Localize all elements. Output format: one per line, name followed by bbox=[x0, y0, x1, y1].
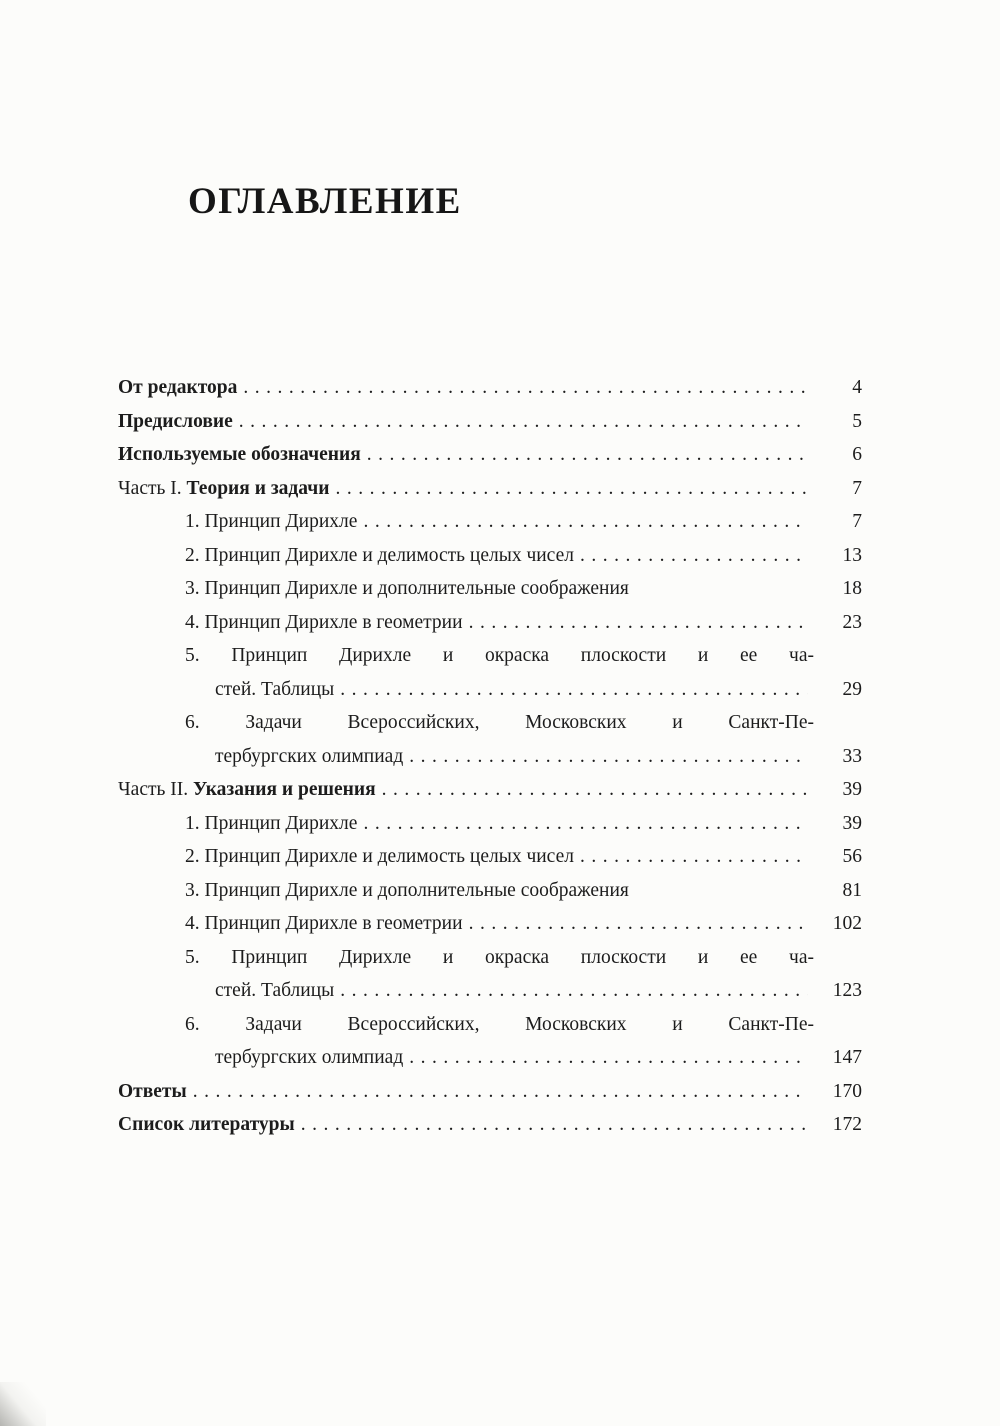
page-number: 123 bbox=[832, 980, 862, 1001]
toc-line bbox=[118, 606, 862, 640]
toc-entry-title: 6. Задачи Всероссийских, Московских и Санкт-Пе- bbox=[185, 712, 814, 733]
toc-entry-text bbox=[185, 706, 814, 740]
dot-leader bbox=[409, 1041, 808, 1075]
toc-line bbox=[118, 740, 862, 774]
page-number: 18 bbox=[842, 578, 862, 599]
toc-line bbox=[118, 874, 862, 908]
page-number: 81 bbox=[842, 879, 862, 901]
page-number: 7 bbox=[852, 511, 862, 532]
toc-entry-text bbox=[185, 572, 629, 606]
toc-line bbox=[118, 539, 862, 573]
toc-line bbox=[118, 639, 862, 673]
toc-entry-title-bold: От редактора bbox=[118, 377, 238, 398]
dot-leader bbox=[340, 673, 808, 707]
page-number: 4 bbox=[852, 377, 862, 398]
toc-entry-title: 3. Принцип Дирихле и дополнительные соображения bbox=[185, 879, 629, 901]
toc-line bbox=[118, 840, 862, 874]
toc-entry-title: Часть I. bbox=[118, 477, 187, 499]
toc-entry-title: 1. Принцип Дирихле bbox=[185, 511, 358, 532]
dot-leader bbox=[409, 740, 808, 774]
dot-leader bbox=[301, 1108, 808, 1142]
page-number: 102 bbox=[832, 913, 862, 934]
page-number: 170 bbox=[832, 1080, 862, 1102]
toc-entry-text bbox=[185, 840, 574, 874]
toc-entry-text bbox=[185, 941, 814, 975]
dot-leader bbox=[580, 539, 808, 573]
toc-entry-title-bold: Ответы bbox=[118, 1080, 187, 1102]
page-number: 13 bbox=[842, 544, 862, 566]
page-number: 172 bbox=[832, 1114, 862, 1135]
dot-leader bbox=[193, 1075, 808, 1109]
toc-entry-text bbox=[185, 606, 463, 640]
scan-shadow bbox=[0, 1382, 46, 1426]
toc-entry-text bbox=[215, 1041, 403, 1075]
toc-line bbox=[118, 1108, 862, 1142]
toc-entry-text bbox=[185, 639, 814, 673]
toc-entry-title: 1. Принцип Дирихле bbox=[185, 812, 358, 834]
toc-line bbox=[118, 371, 862, 405]
toc-line bbox=[118, 505, 862, 539]
toc-line bbox=[118, 472, 862, 506]
dot-leader bbox=[382, 773, 808, 807]
toc-line bbox=[118, 438, 862, 472]
toc-entry-text bbox=[185, 505, 357, 539]
toc-entry-title-bold: Список литературы bbox=[118, 1114, 295, 1135]
toc-line bbox=[118, 807, 862, 841]
toc-entry-title: Часть II. bbox=[118, 779, 194, 800]
dot-leader bbox=[340, 974, 808, 1008]
page-number: 23 bbox=[842, 611, 862, 633]
toc-entry-text bbox=[118, 405, 233, 439]
toc-entry-text bbox=[185, 1008, 814, 1042]
toc-entry-title: 5. Принцип Дирихле и окраска плоскости и ее ча- bbox=[185, 946, 814, 968]
toc-entry-title-bold: Теория и задачи bbox=[186, 477, 330, 499]
toc-entry-title: 4. Принцип Дирихле в геометрии bbox=[185, 913, 463, 934]
toc-entry-text bbox=[118, 1108, 295, 1142]
dot-leader bbox=[469, 606, 808, 640]
toc-entry-text bbox=[185, 907, 463, 941]
dot-leader bbox=[469, 907, 808, 941]
page-number: 29 bbox=[842, 678, 862, 700]
dot-leader bbox=[363, 807, 808, 841]
dot-leader bbox=[580, 840, 808, 874]
toc-line bbox=[118, 907, 862, 941]
toc-line bbox=[118, 405, 862, 439]
page-number: 39 bbox=[842, 779, 862, 800]
toc-line bbox=[118, 1008, 862, 1042]
toc-entry-title: тербургских олимпиад bbox=[215, 1047, 404, 1068]
toc-entry-title: 3. Принцип Дирихле и дополнительные соображения bbox=[185, 578, 629, 599]
toc-entry-title-bold: Используемые обозначения bbox=[118, 444, 361, 465]
dot-leader bbox=[243, 371, 808, 405]
page-number: 39 bbox=[842, 812, 862, 834]
toc-line bbox=[118, 941, 862, 975]
toc-entry-text bbox=[118, 1075, 187, 1109]
toc-entry-text bbox=[118, 773, 376, 807]
toc-entry-title: 2. Принцип Дирихле и делимость целых чисел bbox=[185, 846, 574, 867]
page-title: ОГЛАВЛЕНИЕ bbox=[188, 181, 462, 222]
toc-entry-text bbox=[118, 472, 329, 506]
toc-entry-text bbox=[215, 974, 334, 1008]
toc-entry-title-bold: Предисловие bbox=[118, 410, 233, 432]
page-number: 33 bbox=[842, 745, 862, 767]
toc-entry-text bbox=[185, 539, 574, 573]
page-number: 7 bbox=[852, 477, 862, 499]
toc-entry-title: стей. Таблицы bbox=[215, 678, 335, 700]
toc-line bbox=[118, 1041, 862, 1075]
toc-entry-title-bold: Указания и решения bbox=[193, 779, 376, 800]
toc-line bbox=[118, 974, 862, 1008]
toc-entry-text bbox=[215, 673, 334, 707]
table-of-contents bbox=[118, 371, 862, 1142]
page-number: 5 bbox=[852, 410, 862, 432]
toc-entry-title: 5. Принцип Дирихле и окраска плоскости и ее ча- bbox=[185, 645, 814, 666]
toc-entry-text bbox=[215, 740, 403, 774]
dot-leader bbox=[335, 472, 808, 506]
toc-entry-title: 6. Задачи Всероссийских, Московских и Санкт-Пе- bbox=[185, 1013, 814, 1035]
toc-entry-title: тербургских олимпиад bbox=[215, 745, 404, 767]
toc-line bbox=[118, 673, 862, 707]
toc-entry-title: стей. Таблицы bbox=[215, 980, 335, 1001]
toc-entry-text bbox=[118, 371, 237, 405]
toc-entry-title: 4. Принцип Дирихле в геометрии bbox=[185, 611, 463, 633]
toc-entry-text bbox=[185, 874, 629, 908]
page-number: 147 bbox=[832, 1047, 862, 1068]
toc-line bbox=[118, 773, 862, 807]
toc-entry-title: 2. Принцип Дирихле и делимость целых чисел bbox=[185, 544, 574, 566]
dot-leader bbox=[367, 438, 808, 472]
page-number: 56 bbox=[842, 846, 862, 867]
toc-entry-text bbox=[185, 807, 357, 841]
toc-line bbox=[118, 706, 862, 740]
toc-line bbox=[118, 572, 862, 606]
dot-leader bbox=[363, 505, 808, 539]
toc-line bbox=[118, 1075, 862, 1109]
dot-leader bbox=[239, 405, 808, 439]
toc-entry-text bbox=[118, 438, 361, 472]
page-number: 6 bbox=[852, 444, 862, 465]
